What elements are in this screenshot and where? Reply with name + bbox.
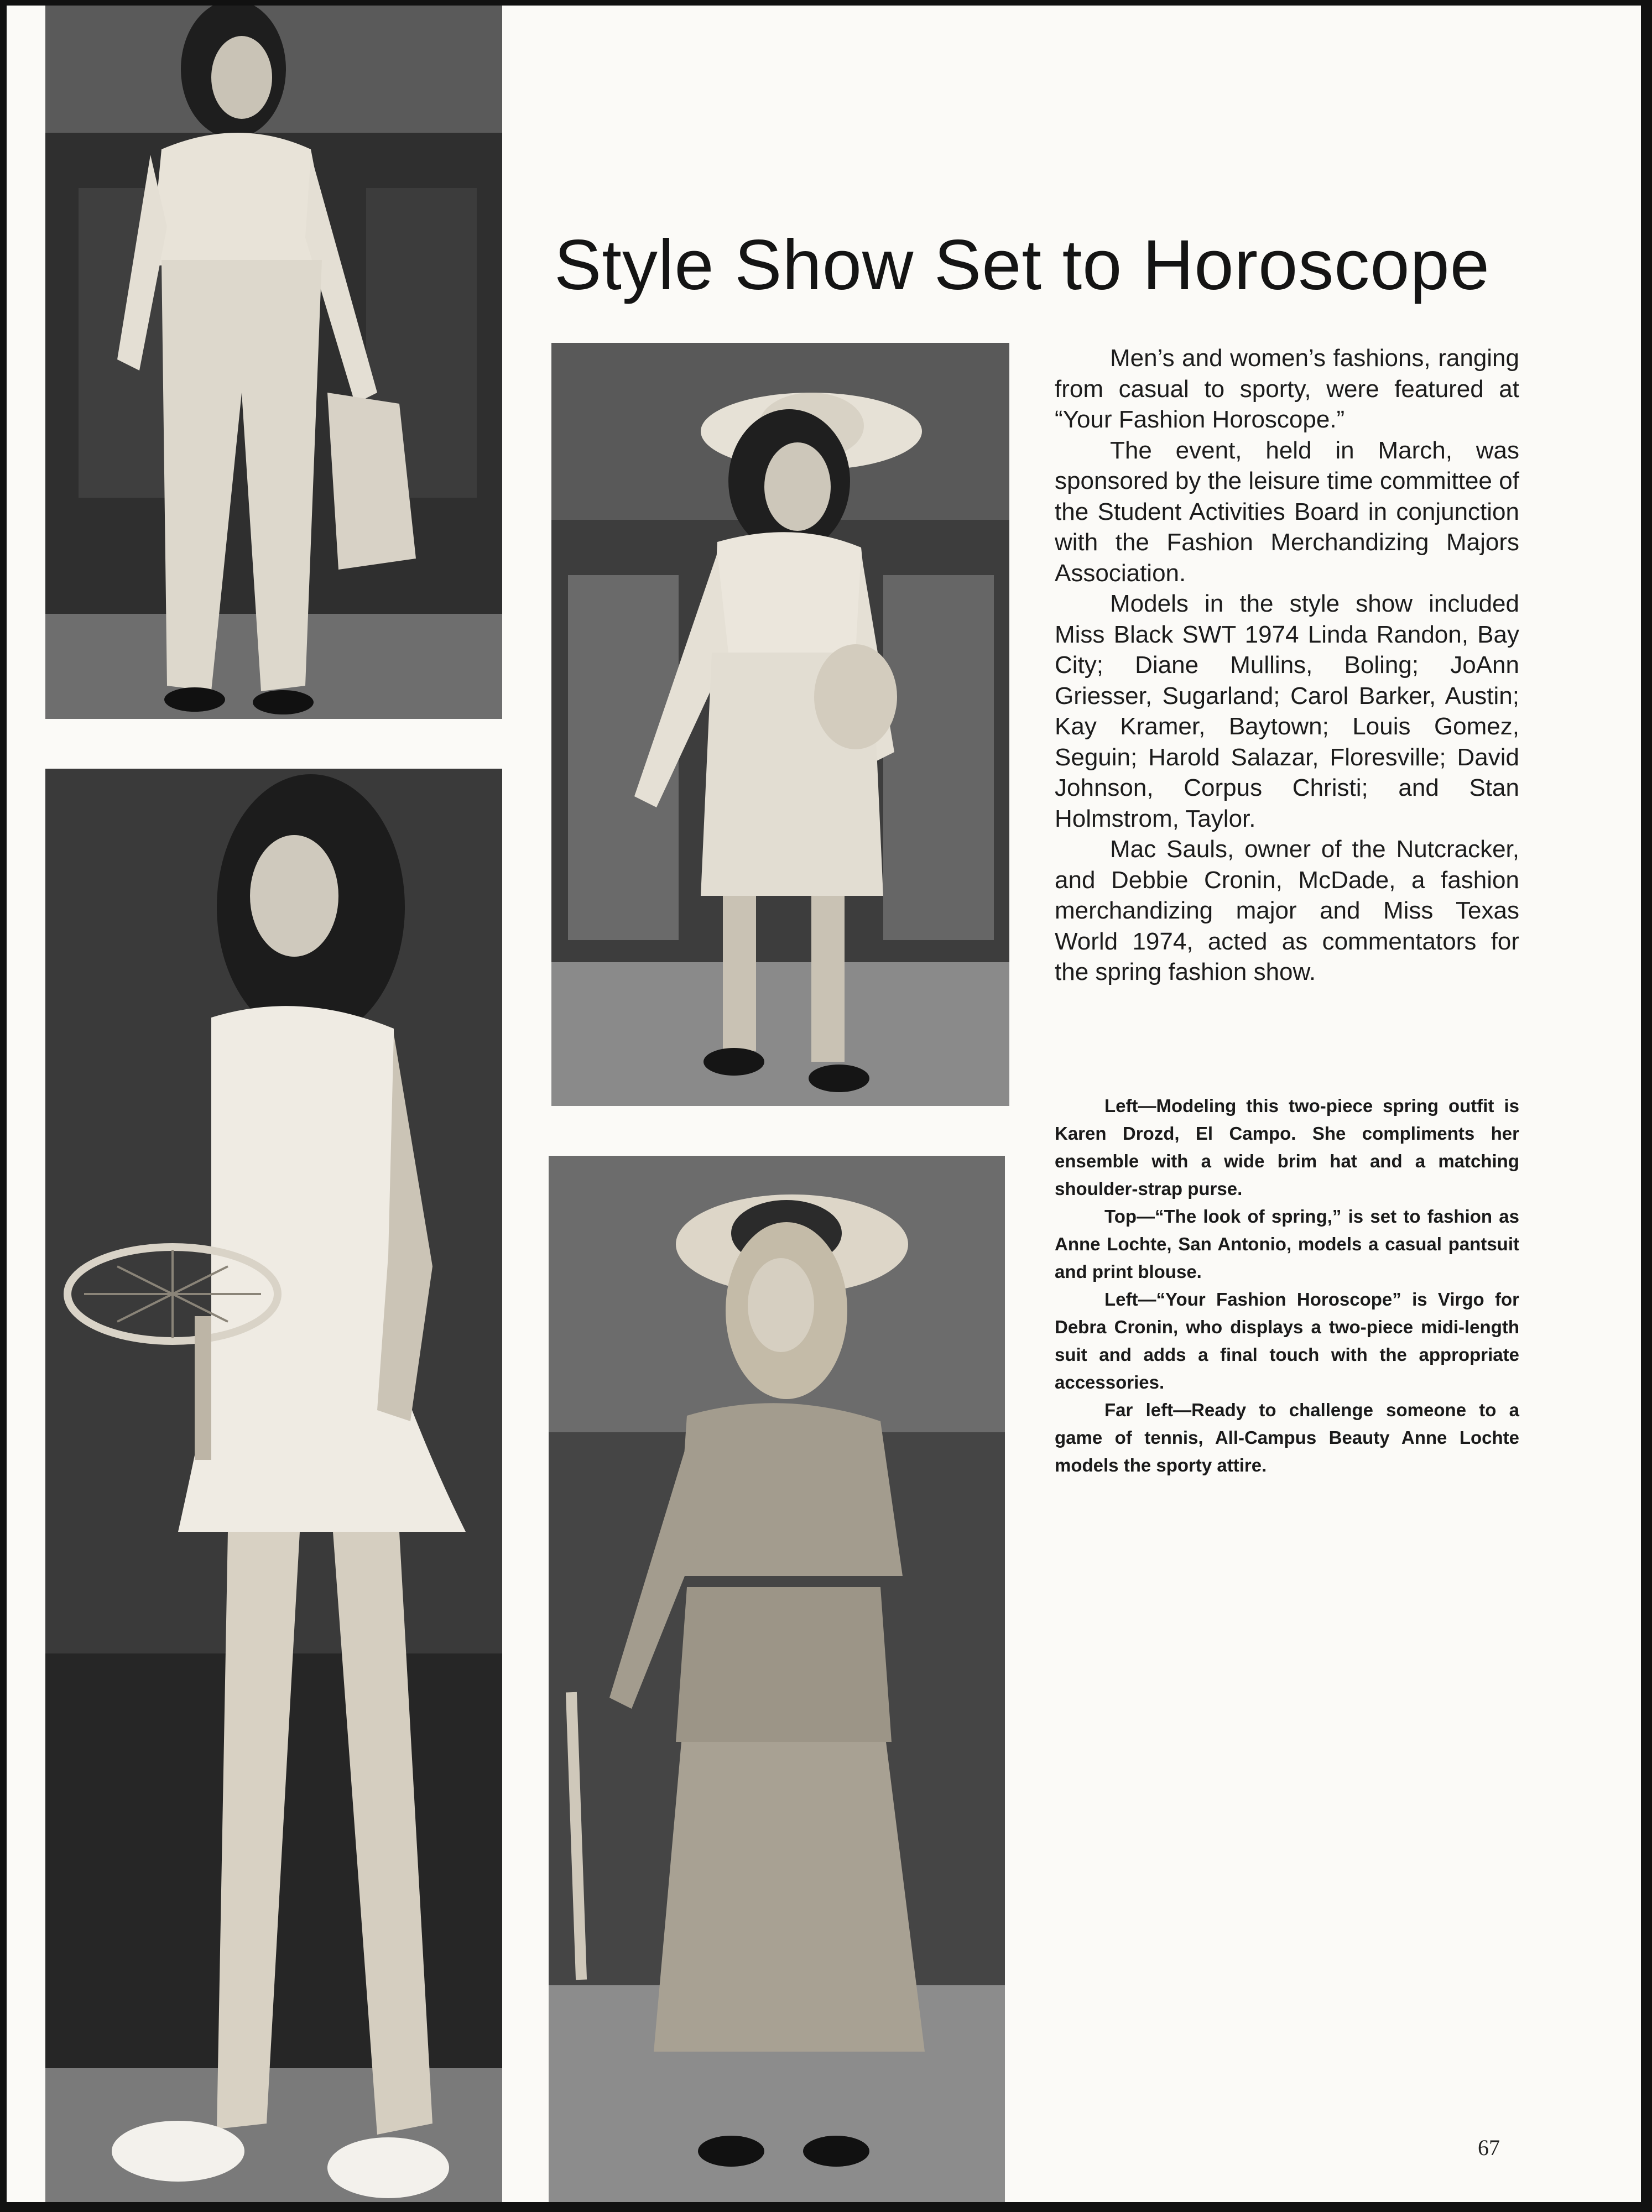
pantsuit-model-image bbox=[45, 6, 502, 719]
caption: Top—“The look of spring,” is set to fashion as Anne Lochte, San Antonio, models a casual pantsuit and print blouse. bbox=[1055, 1206, 1519, 1282]
body-paragraph: Mac Sauls, owner of the Nutcracker, and Debbie Cronin, McDade, a fashion merchandizing major and Miss Texas World 1974, acted as commentators for the spring fashion show. bbox=[1055, 836, 1519, 985]
article-title: Style Show Set to Horoscope bbox=[554, 226, 1490, 305]
article-body bbox=[1055, 343, 1519, 988]
photo-tennis-model bbox=[45, 769, 502, 2202]
tennis-model-image bbox=[45, 769, 502, 2202]
photo-pantsuit-model bbox=[45, 6, 502, 719]
page-number: 67 bbox=[1478, 2135, 1500, 2160]
yearbook-page bbox=[7, 6, 1641, 2202]
hat-and-purse-model-image bbox=[551, 343, 1009, 1106]
photo-hat-and-purse-model bbox=[551, 343, 1009, 1106]
body-paragraph: Men’s and women’s fashions, ranging from casual to sporty, were featured at “Your Fashion Horoscope.” bbox=[1055, 345, 1519, 433]
body-paragraph: The event, held in March, was sponsored by the leisure time committee of the Student Activities Board in conjunction with the Fashion Merchandizing Majors Association. bbox=[1055, 436, 1519, 587]
body-paragraph: Models in the style show included Miss Black SWT 1974 Linda Randon, Bay City; Diane Mullins, Boling; JoAnn Griesser, Sugarland; Carol Barker, Austin; Kay Kramer, Baytown; Louis Gomez, Seguin; Harold Salazar, Floresville; David Johnson, Corpus Christi; and Stan Holmstrom, Taylor. bbox=[1055, 590, 1519, 832]
umbrella-model-image bbox=[549, 1156, 1005, 2202]
caption: Far left—Ready to challenge someone to a game of tennis, All-Campus Beauty Anne Lochte models the sporty attire. bbox=[1055, 1400, 1519, 1475]
photo-captions bbox=[1055, 1092, 1519, 1479]
caption: Left—Modeling this two-piece spring outfit is Karen Drozd, El Campo. She compliments her ensemble with a wide brim hat and a matching shoulder-strap purse. bbox=[1055, 1095, 1519, 1199]
photo-umbrella-model bbox=[549, 1156, 1005, 2202]
caption: Left—“Your Fashion Horoscope” is Virgo for Debra Cronin, who displays a two-piece midi-length suit and adds a final touch with the appropriate accessories. bbox=[1055, 1289, 1519, 1392]
